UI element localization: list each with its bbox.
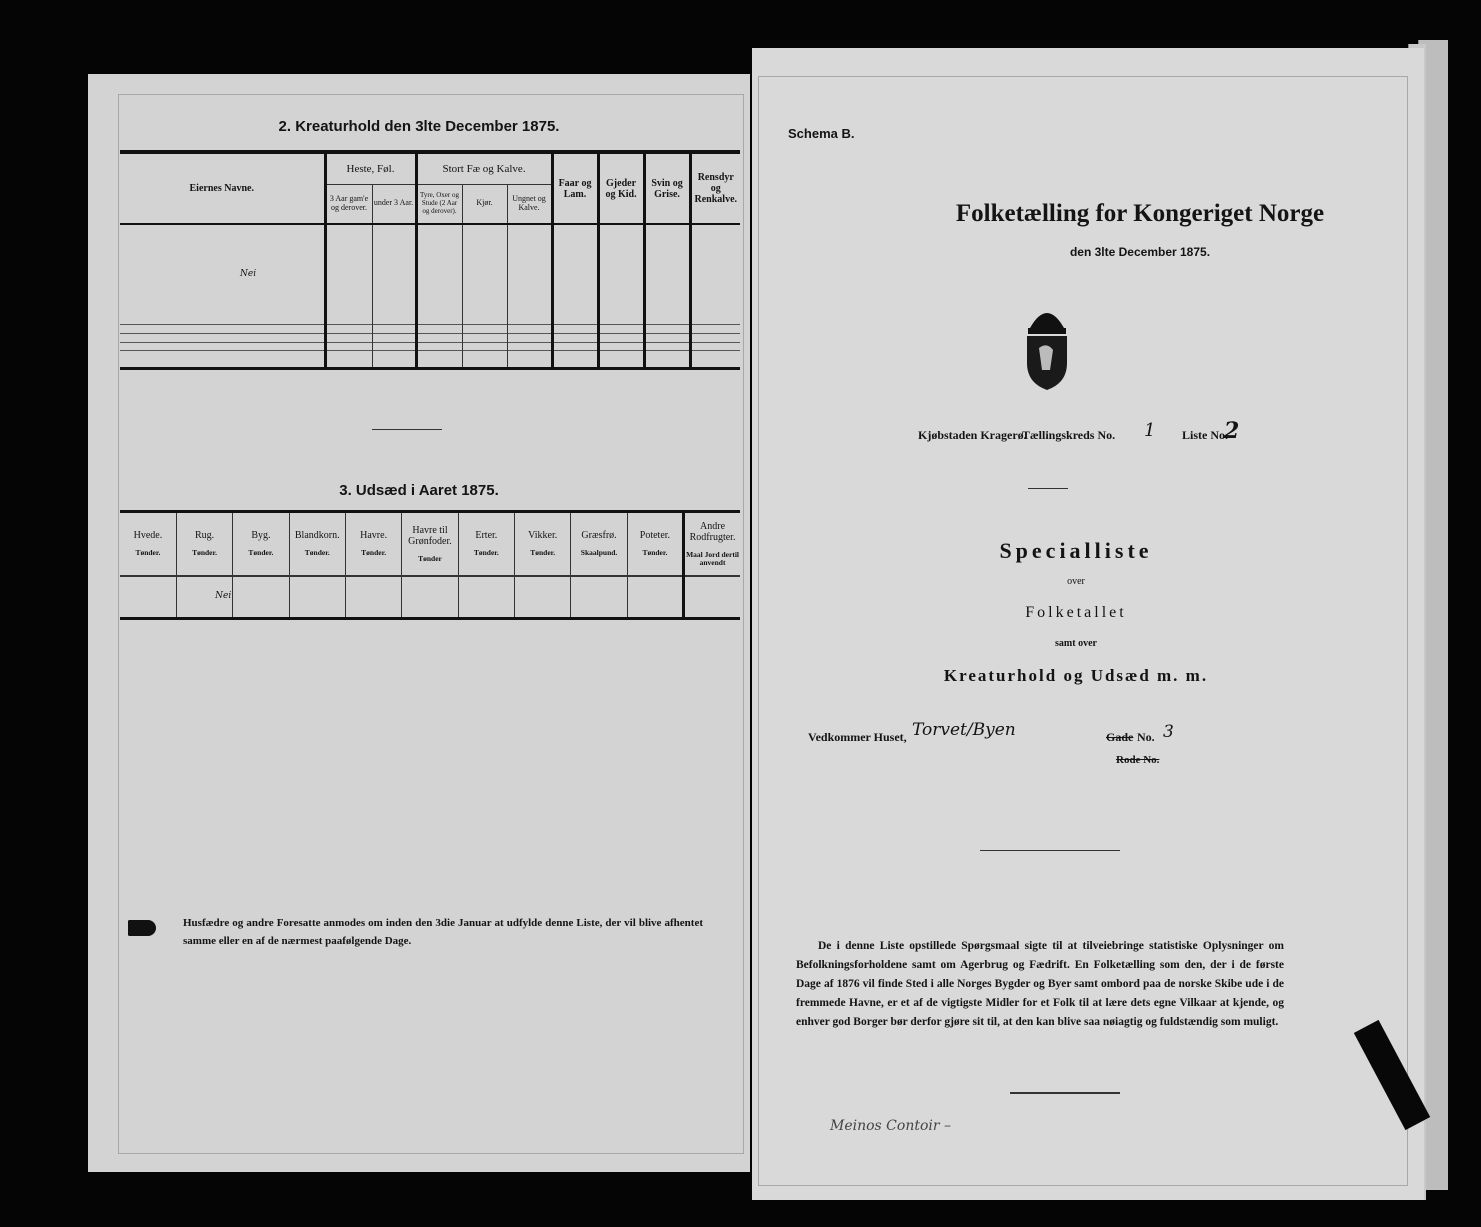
house-value: Torvet/Byen	[912, 720, 1016, 740]
seed-column-header	[627, 512, 683, 576]
seed-cell	[233, 576, 289, 619]
coat-of-arms-icon	[1022, 298, 1072, 390]
seed-cell	[515, 576, 571, 619]
header-owner: Eiernes Navne.	[189, 183, 254, 194]
livestock-table	[120, 150, 740, 370]
livestock-entry: Nei	[240, 268, 257, 279]
seed-entry: Nei	[176, 576, 232, 619]
seed-cell	[402, 576, 458, 619]
divider	[980, 850, 1120, 851]
header-cows: Kjør.	[462, 184, 507, 224]
seed-crop-name: Græsfrø.	[581, 530, 617, 542]
seed-crop-name: Vikker.	[528, 530, 558, 542]
district-number: 1	[1144, 420, 1156, 441]
seed-crop-name: Blandkorn.	[294, 530, 340, 542]
schema-label: Schema B.	[788, 126, 855, 141]
seed-cell	[289, 576, 345, 619]
seed-column-header	[233, 512, 289, 576]
seed-unit: Tønder.	[304, 548, 330, 558]
header-reindeer: Rensdyr og Renkalve.	[690, 152, 740, 224]
seed-column-header	[684, 512, 740, 576]
list-number: 2	[1224, 418, 1240, 444]
header-horses: Heste, Føl.	[325, 152, 416, 184]
seed-column-header	[571, 512, 627, 576]
special-list-title: Specialliste	[999, 538, 1153, 563]
header-pigs: Svin og Grise.	[644, 152, 690, 224]
divider	[1028, 488, 1068, 489]
samt-over-label: samt over	[1055, 638, 1097, 649]
seed-unit: Tønder.	[248, 548, 274, 558]
seed-column-header	[176, 512, 232, 576]
section-3-title: 3. Udsæd i Aaret 1875.	[339, 482, 499, 499]
seed-column-header	[345, 512, 401, 576]
rode-label: Rode No.	[1116, 754, 1160, 766]
seed-table	[120, 510, 740, 620]
divider	[372, 429, 442, 430]
seed-crop-name: Erter.	[475, 530, 498, 542]
header-bulls: Tyre, Oxer og Stude (2 Aar og derover).	[416, 184, 462, 224]
seed-column-header	[289, 512, 345, 576]
seed-crop-name: Andre Rodfrugter.	[689, 520, 736, 543]
seed-cell	[458, 576, 514, 619]
left-page	[88, 74, 750, 1172]
seed-unit: Tønder.	[642, 548, 668, 558]
header-goats: Gjeder og Kid.	[598, 152, 644, 224]
seed-cell	[684, 576, 740, 619]
seed-column-header	[402, 512, 458, 576]
seed-crop-name: Havre.	[360, 530, 388, 542]
house-label: Vedkommer Huset,	[808, 730, 907, 744]
right-page	[752, 48, 1424, 1200]
seed-unit: Tønder.	[192, 548, 218, 558]
seed-column-header	[120, 512, 176, 576]
seed-crop-name: Rug.	[194, 530, 215, 542]
handwritten-note: Meinos Contoir –	[830, 1118, 952, 1134]
section-2-title: 2. Kreaturhold den 3lte December 1875.	[278, 118, 560, 135]
livestock-seed-label: Kreaturhold og Udsæd m. m.	[943, 666, 1209, 685]
header-sheep: Faar og Lam.	[552, 152, 598, 224]
census-date: den 3lte December 1875.	[1069, 245, 1211, 259]
street-label: Gade	[1106, 730, 1134, 744]
folketallet-label: Folketallet	[1025, 604, 1127, 621]
seed-crop-name: Hvede.	[133, 530, 163, 542]
header-horses-old: 3 Aar gam'e og derover.	[325, 184, 372, 224]
seed-cell	[345, 576, 401, 619]
no-label: No.	[1137, 730, 1155, 744]
seed-cell	[627, 576, 683, 619]
notice-text: Husfædre og andre Foresatte anmodes om inden den 3die Januar at udfylde denne Liste, der vil blive afhentet samme eller en af de nærmest paafølgende Dage.	[183, 917, 703, 947]
seed-unit: Skaalpund.	[580, 548, 618, 558]
seed-cell	[571, 576, 627, 619]
city-label: Kjøbstaden Kragerø.	[918, 428, 1027, 442]
header-cattle: Stort Fæ og Kalve.	[416, 152, 552, 184]
seed-unit: Tønder.	[530, 548, 556, 558]
seed-unit: Tønder.	[361, 548, 387, 558]
seed-crop-name: Poteter.	[639, 530, 671, 542]
seed-unit: Tønder.	[473, 548, 499, 558]
census-title: Folketælling for Kongeriget Norge	[955, 200, 1325, 227]
header-calves: Ungnet og Kalve.	[507, 184, 552, 224]
district-label: Tællingskreds No.	[1022, 428, 1116, 442]
seed-unit: Maal Jord dertil anvendt	[686, 549, 740, 567]
house-number: 3	[1163, 722, 1174, 742]
seed-cell	[120, 576, 176, 619]
explanation-paragraph: De i denne Liste opstillede Spørgsmaal sigte til at tilveiebringe statistiske Oplysninger om Befolkningsforholdene samt om Agerbrug og Fædrift. En Folketælling som den, der i de første Dage af 1876 vil finde Sted i alle Norges Bygder og Byer samt ombord paa de norske Skibe ude i de fremmede Havne, er et af de vigtigste Midler for et Folk til at lære dets egne Vilkaar at kjende, og enhver god Borger bør derfor gjøre sit til, at den kan blive saa nøiagtig og fuldstændig som muligt.	[796, 940, 1284, 1028]
seed-unit: Tønder	[418, 553, 442, 563]
over-label: over	[1067, 576, 1085, 587]
seed-crop-name: Byg.	[251, 530, 271, 542]
divider	[1010, 1092, 1120, 1094]
list-label: Liste No.	[1182, 428, 1228, 442]
header-horses-young: under 3 Aar.	[372, 184, 416, 224]
pointing-hand-icon	[128, 920, 156, 936]
seed-column-header	[458, 512, 514, 576]
seed-unit: Tønder.	[135, 548, 161, 558]
seed-crop-name: Havre til Grønfoder.	[408, 524, 452, 547]
seed-column-header	[515, 512, 571, 576]
